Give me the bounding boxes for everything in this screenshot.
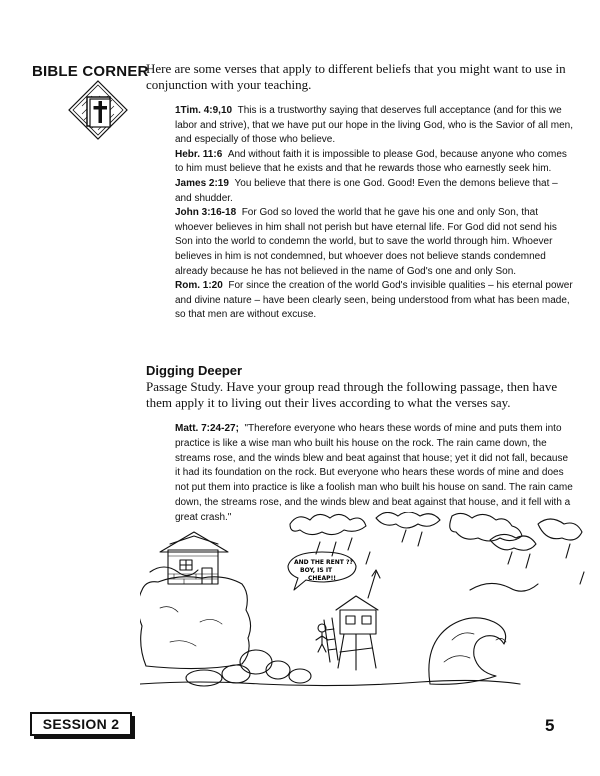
verse-item [175, 279, 575, 323]
verse-item [175, 104, 575, 148]
verse-text: For God so loved the world that he gave his one and only Son, that whoever believes in him shall not perish but have eternal life. For God did not send his Son into the world to condemn the world, but to save the world through him. Whoever believes in him is not condemned, but whoever does not believe stands condemned already because he has not believed in the name of God's one and only Son. [175, 207, 557, 277]
passage-body: "Therefore everyone who hears these words of mine and puts them into practice is like a wise man who built his house on the rock. The rain came down, the streams rose, and the winds blew and beat against that house; yet it did not fall, because it had its foundation on the rock. But everyone who hears these words of mine and does not put them into practice is like a foolish man who built his house on sand. The rain came down, the streams rose, and the winds blew and beat against that house, and it fell with a great crash." [175, 423, 573, 523]
speech-line: CHEAP!! [308, 575, 337, 582]
verse-text: You believe that there is one God. Good! Even the demons believe that – and shudder. [175, 177, 558, 204]
bible-corner-title: BIBLE CORNER [32, 63, 149, 80]
verse-text: For since the creation of the world God's invisible qualities – his eternal power and divine nature – have been clearly seen, being understood from what has been made, so that men are without excuse. [175, 280, 573, 321]
verse-text: This is a trustworthy saying that deserves full acceptance (and for this we labor and strive), that we have put our hope in the living God, who is the Savior of all men, and especially of those who believe. [175, 105, 573, 146]
passage-ref: Matt. 7:24-27; [175, 423, 239, 434]
verse-item [175, 177, 575, 206]
verse-ref: John 3:16-18 [175, 207, 237, 219]
passage-text [175, 422, 575, 526]
digging-deeper-intro: Passage Study. Have your group read through the following passage, then have them apply it to living out their lives according to what the verses say. [146, 379, 558, 410]
verse-text: And without faith it is impossible to please God, because anyone who comes to him must believe that he exists and that he rewards those who earnestly seek him. [175, 148, 567, 175]
verse-item [175, 148, 575, 177]
page-number: 5 [545, 716, 555, 735]
session-badge: SESSION 2 [30, 712, 132, 736]
digging-deeper-title: Digging Deeper [146, 363, 243, 378]
verse-ref: James 2:19 [175, 177, 229, 189]
cross-document-icon [68, 80, 128, 140]
verse-item [175, 206, 575, 279]
verse-list [175, 104, 575, 323]
cartoon-illustration [140, 512, 595, 690]
speech-line: BOY, IS IT [300, 567, 333, 574]
verse-ref: Rom. 1:20 [175, 280, 223, 292]
verse-ref: 1Tim. 4:9,10 [175, 105, 233, 116]
verse-ref: Hebr. 11:6 [175, 148, 223, 160]
bible-corner-intro: Here are some verses that apply to different beliefs that you might want to use in conjunction with your teaching. [146, 61, 566, 92]
speech-line: AND THE RENT ?? [294, 559, 353, 566]
